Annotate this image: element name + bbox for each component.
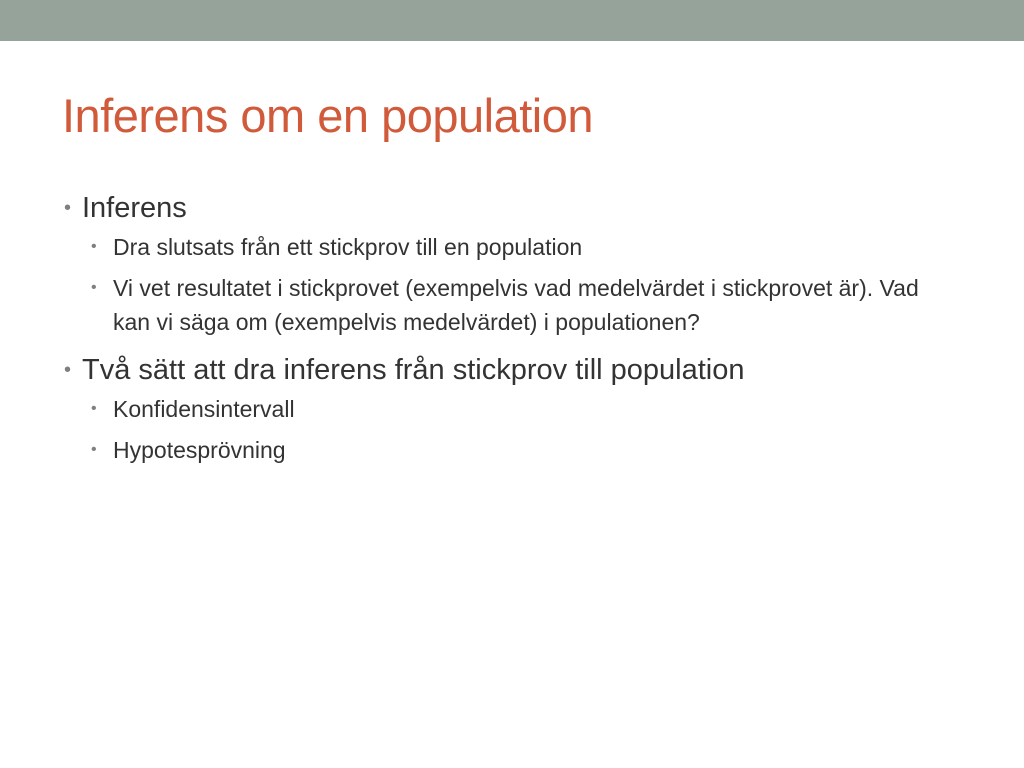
- bullet-level2-item: [62, 433, 962, 467]
- bullet-level2-text: Konfidensintervall: [113, 396, 295, 422]
- bullet-level2-text: Dra slutsats från ett stickprov till en population: [113, 234, 583, 260]
- bullet-level2-item: [62, 271, 962, 339]
- bullet-dot-icon: •: [64, 359, 72, 381]
- top-decorative-band: [0, 0, 1024, 41]
- bullet-dot-icon: •: [91, 441, 97, 458]
- bullet-level1-text: Inferens: [82, 192, 187, 224]
- bullet-level2-item: [62, 230, 962, 264]
- bullet-dot-icon: •: [91, 400, 97, 417]
- bullet-dot-icon: •: [91, 238, 97, 255]
- bullet-dot-icon: •: [91, 279, 97, 296]
- bullet-level1-text: Två sätt att dra inferens från stickprov till population: [82, 354, 745, 386]
- slide-title: Inferens om en population: [62, 89, 593, 142]
- sub-bullet-list: [62, 392, 962, 467]
- bullet-level2-text: Hypotesprövning: [113, 437, 286, 463]
- bullet-level1-item: [62, 188, 962, 228]
- bullet-level1-item: [62, 350, 962, 390]
- slide-body: [62, 188, 962, 474]
- bullet-level2-item: [62, 392, 962, 426]
- sub-bullet-list: [62, 230, 962, 339]
- bullet-level2-text: Vi vet resultatet i stickprovet (exempelvis vad medelvärdet i stickprovet är). Vad kan vi säga om (exempelvis medelvärdet) i populationen?: [113, 275, 919, 335]
- bullet-dot-icon: •: [64, 197, 72, 219]
